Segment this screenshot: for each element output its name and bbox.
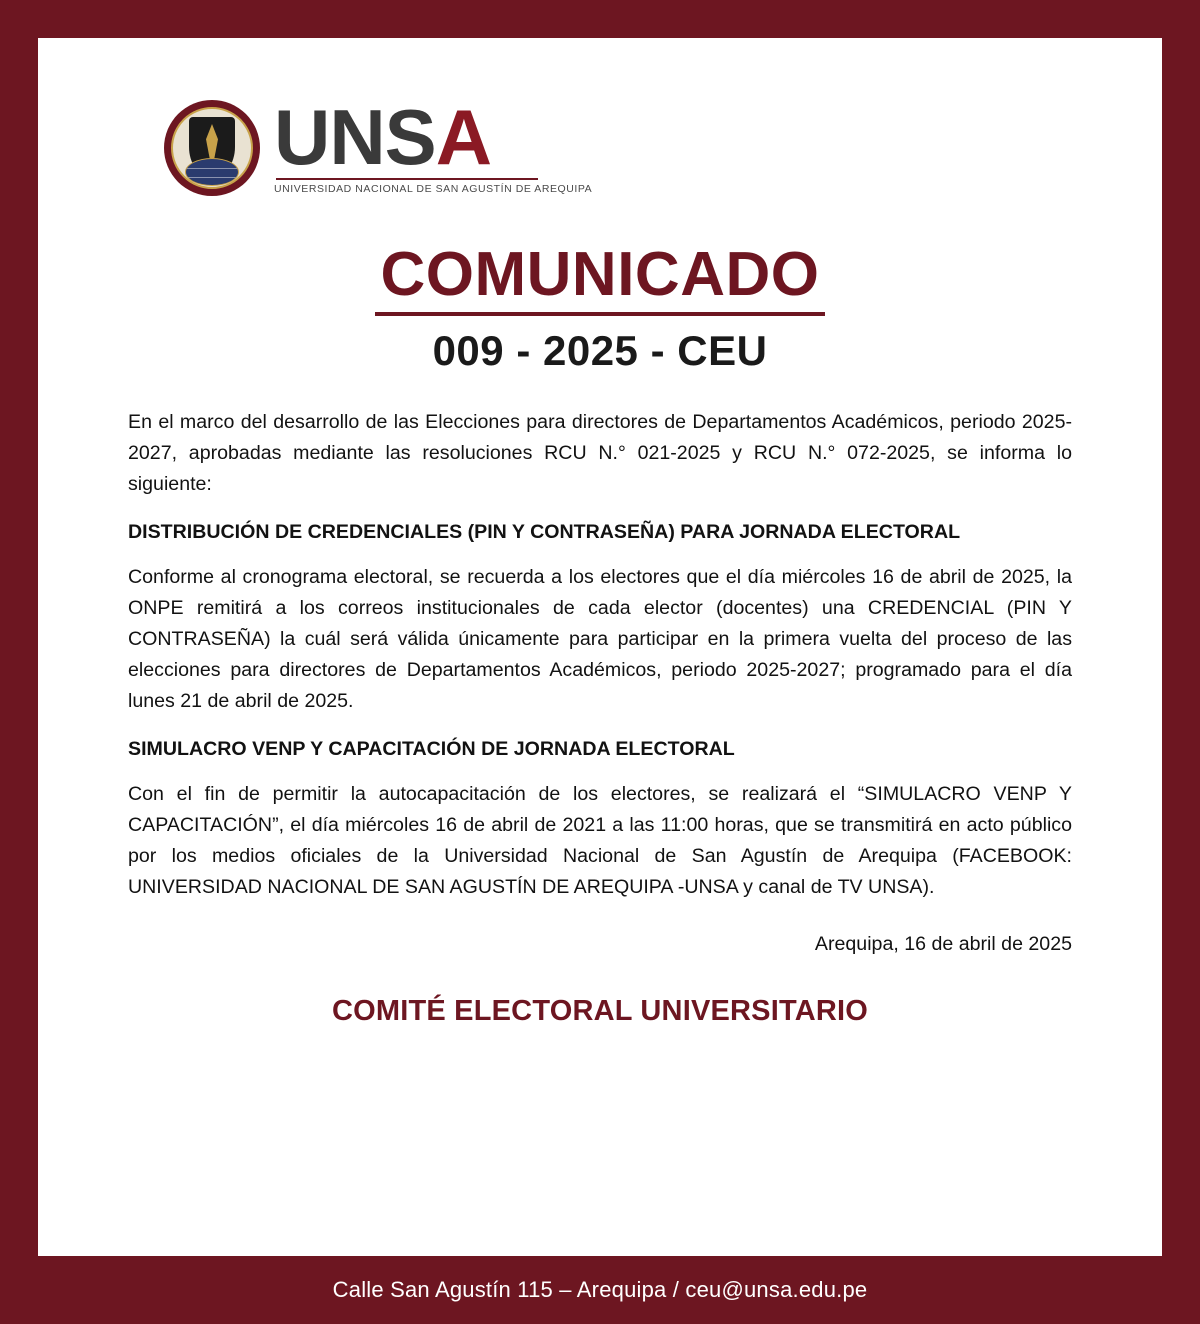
- footer-bar: [0, 1256, 1200, 1324]
- intro-paragraph: En el marco del desarrollo de las Elecciones para directores de Departamentos Académicos, periodo 2025-2027, aprobadas mediante las resoluciones RCU N.° 021-2025 y RCU N.° 072-2025, se informa lo siguiente:: [128, 411, 1072, 495]
- signature-committee: COMITÉ ELECTORAL UNIVERSITARIO: [331, 995, 869, 1027]
- footer-contact: Calle San Agustín 115 – Arequipa / ceu@unsa.edu.pe: [332, 1277, 868, 1302]
- unsa-acronym-part1: UNS: [274, 93, 436, 181]
- section-2-body: Con el fin de permitir la autocapacitación de los electores, se realizará el “SIMULACRO VENP Y CAPACITACIÓN”, el día miércoles 16 de abril de 2021 a las 11:00 horas, que se transmitirá en acto público por los medios oficiales de la Universidad Nacional de San Agustín de Arequipa (FACEBOOK: UNIVERSIDAD NACIONAL DE SAN AGUSTÍN DE AREQUIPA -UNSA y canal de TV UNSA).: [128, 783, 1072, 898]
- section-1-body: Conforme al cronograma electoral, se recuerda a los electores que el día miércoles 16 de abril de 2025, la ONPE remitirá a los correos institucionales de cada elector (docentes) una CREDENCIAL (PIN Y CONTRASEÑA) la cuál será válida únicamente para participar en la primera vuelta del proceso de las elecciones para directores de Departamentos Académicos, periodo 2025-2027; programado para el día lunes 21 de abril de 2025.: [128, 566, 1072, 712]
- unsa-acronym: [274, 93, 592, 181]
- unsa-acronym-part2: A: [435, 93, 492, 181]
- document-number: 009 - 2025 - CEU: [432, 327, 768, 374]
- document-title: COMUNICADO: [375, 242, 826, 316]
- place-and-date: Arequipa, 16 de abril de 2025: [814, 933, 1072, 955]
- letterhead: [128, 94, 1072, 224]
- unsa-wordmark: [274, 94, 592, 195]
- section-1-heading: DISTRIBUCIÓN DE CREDENCIALES (PIN Y CONTRASEÑA) PARA JORNADA ELECTORAL: [128, 521, 961, 543]
- document-body: [128, 407, 1072, 1029]
- document-sheet: [38, 38, 1162, 1256]
- university-full-name: UNIVERSIDAD NACIONAL DE SAN AGUSTÍN DE AREQUIPA: [274, 183, 593, 195]
- section-2-heading: SIMULACRO VENP Y CAPACITACIÓN DE JORNADA ELECTORAL: [128, 738, 735, 760]
- title-block: [128, 242, 1072, 377]
- unsa-crest-icon: [164, 100, 260, 196]
